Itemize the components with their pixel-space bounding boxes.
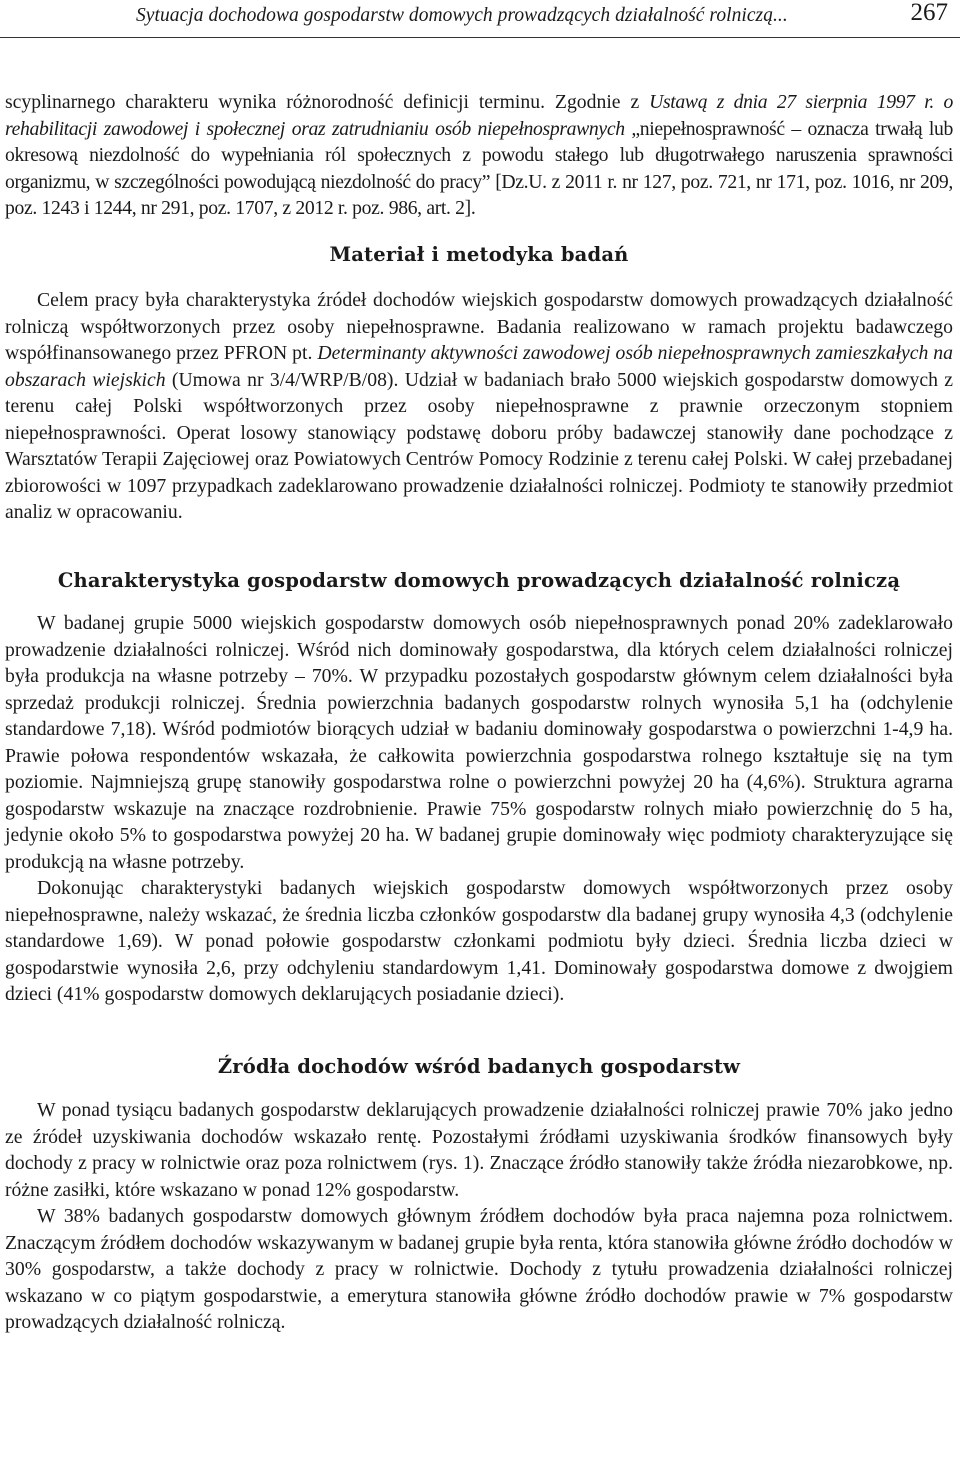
definition-text: scyplinarnego charakteru wynika różnorodność definicji terminu. Zgodnie z — [5, 91, 650, 113]
characteristics-paragraph-2: Dokonując charakterystyki badanych wiejskich gospodarstw domowych współtworzonych przez osoby niepełnosprawne, należy wskazać, że średnia liczba członków gospodarstw dla badanej grupy wynosiła 4,3 (odchylenie standardowe 1,69). W ponad połowie gospodarstw członkami podmiotu były dzieci. Średnia liczba dzieci w gospodarstwie wynosiła 2,6, przy odchyleniu standardowym 1,41. Dominowały gospodarstwa domowe z dwojgiem dzieci (41% gospodarstw domowych deklarujących posiadanie dzieci). — [5, 877, 953, 1005]
section-heading-sources: Źródła dochodów wśród badanych gospodarstw — [217, 1054, 741, 1078]
sources-paragraph-1: W ponad tysiącu badanych gospodarstw deklarujących prowadzenie działalności rolniczej prawie 70% jako jedno ze źródeł uzyskiwania dochodów wskazało rentę. Pozostałymi źródłami uzyskiwania środków finansowych były dochody z pracy w rolnictwie oraz poza rolnictwem (rys. 1). Znaczące źródło stanowiły także źródła niezarobkowe, np. różne zasiłki, które wskazano w ponad 12% gospodarstw. — [5, 1099, 953, 1201]
running-head: Sytuacja dochodowa gospodarstw domowych prowadzących działalność rolniczą... — [136, 5, 788, 26]
characteristics-paragraph-1: W badanej grupie 5000 wiejskich gospodarstw domowych osób niepełnosprawnych ponad 20% zadeklarowało prowadzenie działalności rolniczej. Wśród nich dominowały gospodarstwa, dla których celem działalności rolniczej była produkcja na własne potrzeby – 70%. W przypadku pozostałych gospodarstw głównym celem działalności była sprzedaż produkcji rolniczej. Średnia powierzchnia badanych gospodarstw rolnych wynosiła 5,1 ha (odchylenie standardowe 7,18). Wśród podmiotów biorących udział w badaniu dominowały gospodarstwa o powierzchni 1-4,9 ha. Prawie połowa respondentów wskazała, że całkowita powierzchnia gospodarstwa rolnego kształtuje się na tym poziomie. Najmniejszą grupę stanowiły gospodarstwa rolne o powierzchni powyżej 20 ha (4,6%). Struktura agrarna gospodarstw wskazuje na znaczące rozdrobnienie. Prawie 75% gospodarstw rolnych miało powierzchnię do 5 ha, jedynie około 5% to gospodarstwa powyżej 20 ha. W badanej grupie dominowały więc podmioty charakteryzujące się produkcją na własne potrzeby. — [5, 612, 953, 873]
section-heading-methods: Materiał i metodyka badań — [329, 242, 629, 266]
methods-text-b: (Umowa nr 3/4/WRP/B/08). Udział w badaniach brało 5000 wiejskich gospodarstw domowych z terenu całej Polski współtworzonych przez osoby niepełnosprawne z prawnie orzeczonym stopniem niepełnosprawności. Operat losowy stanowiący podstawę doboru próby badawczej stanowiły dane pochodzące z Warsztatów Terapii Zajęciowej oraz Powiatowych Centrów Pomocy Rodzinie z terenu całej Polski. W całej przebadanej zbiorowości w 1097 przypadkach zadeklarowano prowadzenie działalności rolniczej. Podmioty te stanowiły przedmiot analiz w opracowaniu. — [5, 368, 953, 523]
section-heading-characteristics: Charakterystyka gospodarstw domowych prowadzących działalność rolniczą — [57, 568, 901, 592]
article-body — [5, 89, 953, 1336]
definition-paragraph — [5, 89, 953, 222]
page-number: 267 — [910, 0, 948, 26]
methods-paragraph — [5, 287, 953, 526]
act-title: Ustawą z dnia 27 sierpnia 1997 r. o rehabilitacji zawodowej i społecznej oraz zatrudnianiu osób niepełnosprawnych — [5, 91, 954, 140]
header-rule — [0, 37, 960, 38]
sources-paragraph-2: W 38% badanych gospodarstw domowych głównym źródłem dochodów była praca najemna poza rolnictwem. Znaczącym źródłem dochodów wskazywanym w badanej grupie była renta, która stanowiła główne źródło dochodów w 30% gospodarstw, a także dochody z pracy w rolnictwie. Dochody z tytułu prowadzenia działalności rolniczej wskazano w co piątym gospodarstwie, a emerytura stanowiła główne źródło dochodów prawie w 7% gospodarstw prowadzących działalność rolniczą. — [5, 1205, 953, 1333]
definition-quote: „niepełnosprawność – oznacza trwałą lub okresową niezdolność do wypełniania ról społecznych z powodu stałego lub długotrwałego naruszenia sprawności organizmu, w szczególności powodującą niezdolność do pracy” [Dz.U. z 2011 r. nr 127, poz. 721, nr 171, poz. 1016, nr 209, poz. 1243 i 1244, nr 291, poz. 1707, z 2012 r. poz. 986, art. 2]. — [5, 117, 953, 219]
methods-text-a: Celem pracy była charakterystyka źródeł dochodów wiejskich gospodarstw domowych prowadzących działalność rolniczą współtworzonych przez osoby niepełnosprawne. Badania realizowano w ramach projektu badawczego współfinansowanego przez PFRON pt. — [5, 289, 953, 364]
project-title: Determinanty aktywności zawodowej osób niepełnosprawnych zamieszkałych na obszarach wiejskich — [5, 342, 953, 391]
page-header — [0, 0, 960, 38]
